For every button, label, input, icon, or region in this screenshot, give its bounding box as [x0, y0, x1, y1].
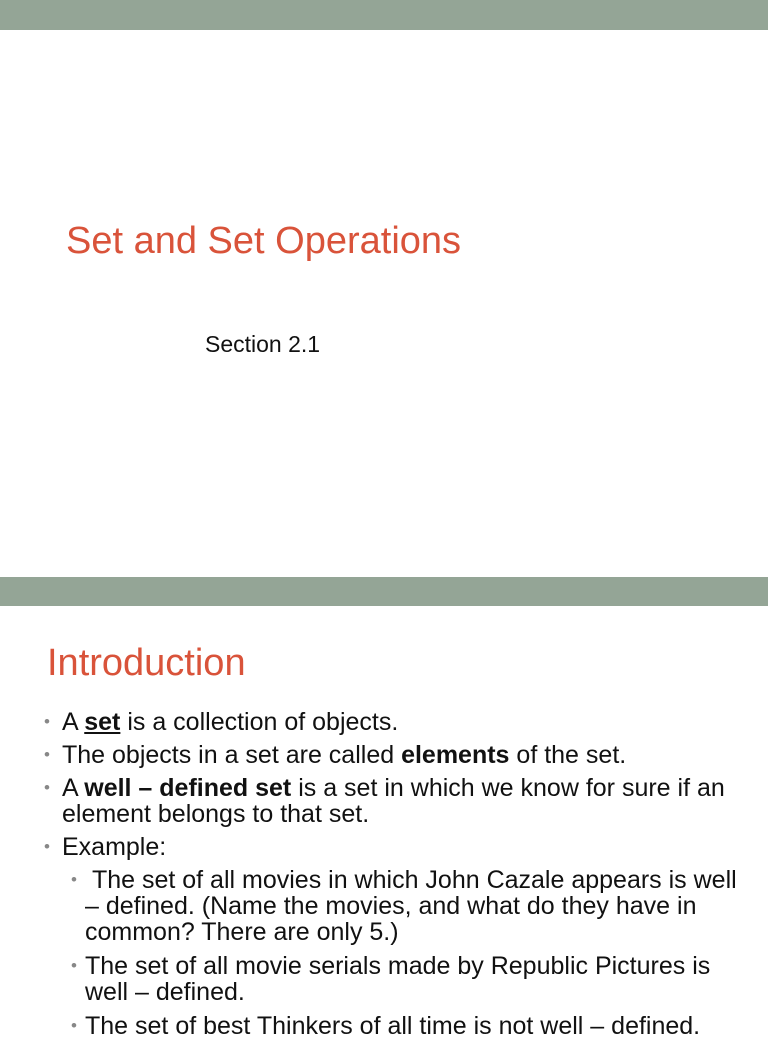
term-well-defined-set: well – defined set — [84, 774, 292, 802]
bullet-text-end: is a collection of objects. — [120, 708, 399, 736]
sub-bullet-thinkers — [44, 1013, 744, 1039]
title-slide — [0, 30, 768, 577]
sub-bullet-text: The set of all movies in which John Cazale appears is well – defined. (Name the movies, and what do they have in common? There are only 5.) — [85, 866, 737, 946]
bullet-dot-icon: • — [44, 837, 50, 856]
bullet-dot-icon: • — [71, 1016, 77, 1035]
sub-bullet-republic — [44, 953, 744, 1005]
sub-bullet-cazale — [44, 867, 744, 945]
bullet-elements — [44, 742, 744, 768]
bullet-text-end: is a set in which we know for sure if an element belongs to that set. — [62, 774, 725, 828]
slide-divider-band — [0, 577, 768, 606]
term-set: set — [84, 708, 121, 736]
bullet-list — [44, 709, 744, 1047]
bullet-text-end: of the set. — [509, 741, 627, 769]
slide-subtitle: Section 2.1 — [205, 331, 321, 357]
bullet-example — [44, 834, 744, 860]
bullet-dot-icon: • — [44, 745, 50, 764]
bullet-set-definition — [44, 709, 744, 735]
term-elements: elements — [401, 741, 510, 769]
sub-bullet-text: The set of best Thinkers of all time is not well – defined. — [85, 1012, 701, 1040]
top-decorative-band — [0, 0, 768, 30]
bullet-dot-icon: • — [71, 870, 77, 889]
bullet-text-start: A — [62, 708, 85, 736]
bullet-dot-icon: • — [71, 956, 77, 975]
introduction-slide — [0, 606, 768, 1040]
bullet-text-start: The objects in a set are called — [62, 741, 402, 769]
slide-heading: Introduction — [47, 642, 246, 684]
bullet-dot-icon: • — [44, 778, 50, 797]
bullet-well-defined — [44, 775, 744, 827]
sub-bullet-text: The set of all movie serials made by Republic Pictures is well – defined. — [85, 952, 711, 1006]
slide-title: Set and Set Operations — [66, 220, 462, 262]
bullet-text-start: A — [62, 774, 85, 802]
bullet-text: Example: — [62, 833, 167, 861]
bullet-dot-icon: • — [44, 712, 50, 731]
